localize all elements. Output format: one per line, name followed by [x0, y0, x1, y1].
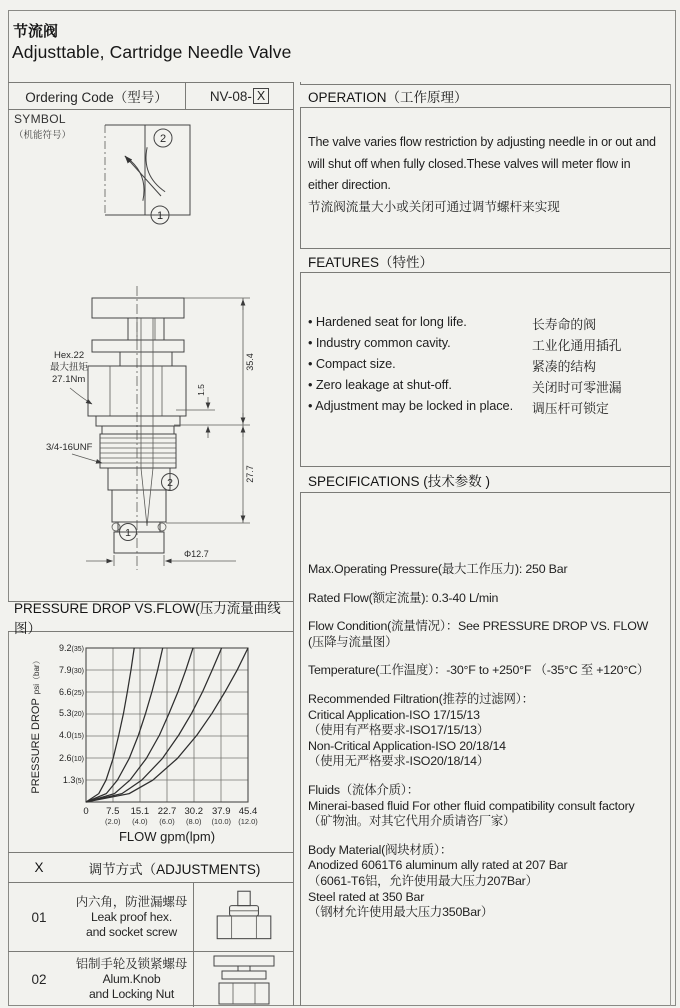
chart-curve-setting-1 [86, 648, 134, 802]
spec-paragraph [308, 591, 668, 607]
spec-line: Fluids（流体介质）： [308, 782, 419, 797]
symbol-port-2-label: 2 [159, 133, 167, 145]
spec-line: (压降与流量图） [308, 634, 398, 649]
spec-line: （使用无严格要求-ISO20/18/14） [308, 754, 490, 769]
page-title-zh: 节流阀 [13, 23, 59, 40]
adjustments-header-x: X [34, 860, 44, 875]
feature-item [308, 377, 666, 398]
adjustment-desc-en: and Locking Nut [88, 987, 175, 1001]
ordering-code-prefix: NV-08- [209, 88, 252, 104]
dim-lower-height: 27.7 [245, 465, 255, 483]
spec-paragraph [308, 663, 668, 679]
operation-header: OPERATION（工作原理） [300, 84, 670, 108]
hex-label-line3: 27.1Nm [52, 374, 86, 385]
page-title-en: Adjusttable, Cartridge Needle Valve [12, 42, 292, 62]
spec-line: Body Material(阀块材质）： [308, 842, 453, 857]
ordering-code-row [8, 82, 293, 110]
adjustment-desc-en: Alum.Knob [102, 972, 161, 986]
spec-paragraph [308, 619, 668, 650]
spec-paragraph [308, 783, 668, 830]
feature-text-en: • Zero leakage at shut-off. [308, 377, 452, 392]
adjustments-table [8, 852, 293, 1006]
chart-y-tick: 2.6(10) [59, 753, 84, 764]
chart-x-tick: 30.2 (8.0) [184, 806, 203, 826]
chart-x-tick: 7.5 (2.0) [105, 806, 121, 826]
feature-text-en: • Adjustment may be locked in place. [308, 398, 514, 413]
dim-upper-height: 35.4 [245, 353, 255, 371]
adjustment-row-01 [8, 883, 293, 952]
drawing-port-2-label: 2 [167, 477, 173, 489]
adjustment-desc-en: Leak proof hex. [90, 909, 172, 924]
adjustment-desc-zh: 铝制手轮及锁紧螺母 [75, 957, 188, 971]
spec-line: （6061-T6铝，允许使用最大压力207Bar） [308, 873, 538, 888]
knurled-knob [92, 298, 184, 318]
hydraulic-symbol-diagram [8, 108, 293, 240]
operation-line: The valve varies flow restriction by adjusting needle in or out and [308, 135, 656, 149]
column-divider [293, 82, 301, 1006]
dim-diameter: Φ12.7 [184, 549, 209, 559]
valve-cross-section-drawing [8, 240, 293, 601]
chart-x-axis-label: FLOW gpm(lpm) [118, 829, 216, 844]
operation-body [308, 132, 670, 218]
spec-line: Critical Application-ISO 17/15/13 [308, 707, 480, 722]
chart-y-axis-label: PRESSURE DROP psi（bar） [30, 656, 42, 794]
spec-line: Temperature(工作温度）：-30°F to +250°F （-35°C 至 +120°C） [308, 663, 650, 678]
operation-line-zh: 节流阀流量大小或关闭可通过调节螺杆来实现 [308, 199, 560, 214]
features-header: FEATURES（特性） [300, 248, 670, 273]
spec-paragraph [308, 562, 668, 578]
adjustment-desc-zh: 内六角，防泄漏螺母 [75, 894, 188, 909]
chart-x-tick: 37.9 (10.0) [211, 806, 232, 826]
feature-text-en: • Industry common cavity. [308, 335, 451, 350]
chart-x-tick: 22.7 (6.0) [157, 806, 177, 826]
spec-line: Steel rated at 350 Bar [308, 889, 425, 904]
adjustment-code: 02 [31, 972, 47, 987]
knurled-locknut [92, 340, 184, 352]
pressure-drop-flow-chart [8, 633, 293, 851]
chart-x-tick: 45.4 (12.0) [238, 806, 258, 826]
spec-line: （矿物油。对其它代用介质请咨厂家） [308, 814, 516, 829]
adjustments-header-row [8, 853, 293, 883]
dim-gap: 1.5 [196, 384, 206, 396]
spec-line: （使用有严格要求-ISO17/15/13） [308, 723, 490, 738]
operation-line: either direction. [308, 178, 391, 192]
adjustment-code: 01 [31, 909, 47, 925]
right-column-border [670, 84, 671, 1006]
symbol-port-1-label: 1 [156, 210, 164, 222]
feature-text-zh: 紧凑的结构 [532, 359, 596, 374]
feature-text-zh: 工业化通用插孔 [532, 338, 622, 353]
feature-text-zh: 长寿命的阀 [532, 317, 596, 332]
adjustments-header-label: 调节方式（ADJUSTMENTS) [88, 861, 261, 877]
specifications-header: SPECIFICATIONS (技术参数 ) [300, 466, 670, 493]
spec-line: Recommended Filtration(推荐的过滤网）： [308, 691, 534, 706]
feature-item [308, 398, 666, 419]
chart-y-tick: 7.9(30) [59, 664, 84, 675]
hex-label-line2: 最大扭矩 [50, 362, 89, 373]
knob-icon [193, 952, 293, 1007]
chart-y-tick: 5.3(20) [59, 708, 84, 719]
spec-paragraph [308, 843, 668, 921]
chart-curve-setting-3 [86, 648, 193, 802]
thread-label: 3/4-16UNF [46, 442, 93, 453]
spec-line: Rated Flow(额定流量): 0.3-40 L/min [308, 590, 499, 605]
spec-line: Flow Condition(流量情况）：See PRESSURE DROP VS. FLOW [308, 619, 649, 634]
socket-screw-icon [193, 883, 293, 951]
operation-line: will shut off when fully closed.These valves will meter flow in [308, 156, 631, 171]
feature-item [308, 356, 666, 377]
spec-line: Max.Operating Pressure(最大工作压力): 250 Bar [308, 562, 568, 576]
feature-text-zh: 调压杆可锁定 [532, 401, 609, 416]
feature-text-zh: 关闭时可零泄漏 [532, 380, 622, 395]
drawing-port-1-label: 1 [125, 527, 131, 539]
feature-text-en: • Compact size. [308, 356, 396, 371]
chart-y-tick: 9.2(35) [59, 643, 84, 653]
ordering-code-label: Ordering Code（型号） [8, 83, 186, 109]
chart-curve-setting-2 [86, 648, 163, 802]
chart-y-tick: 6.6(25) [59, 686, 84, 697]
feature-item [308, 314, 666, 335]
valve-tip [114, 532, 164, 553]
ordering-code-value [186, 83, 293, 109]
spec-paragraph [308, 692, 668, 770]
adjustment-description [70, 952, 193, 1007]
spec-line: （钢材允许使用最大压力350Bar） [308, 905, 494, 920]
spec-line: Non-Critical Application-ISO 20/18/14 [308, 738, 506, 753]
adjustment-description [70, 883, 193, 951]
chart-y-tick: 1.3(5) [62, 775, 84, 786]
chart-x-tick: 15.1 (4.0) [130, 806, 150, 826]
chart-x-tick: 0 [83, 806, 89, 817]
chart-y-tick: 4.0(15) [59, 730, 84, 741]
adjustment-row-02 [8, 952, 293, 1007]
features-list [308, 314, 666, 419]
hex-label-line1: Hex.22 [54, 350, 85, 361]
ordering-code-x-box: X [253, 88, 269, 104]
symbol-label: SYMBOL [14, 112, 66, 126]
spec-line: Anodized 6061T6 aluminum ally rated at 207 Bar [308, 858, 568, 873]
feature-item [308, 335, 666, 356]
spec-line: Minerai-based fluid For other fluid compatibility consult factory [308, 798, 635, 813]
symbol-label-zh: （机能符号） [14, 130, 72, 141]
feature-text-en: • Hardened seat for long life. [308, 314, 467, 329]
chart-header: PRESSURE DROP VS.FLOW(压力流量曲线图） [8, 601, 293, 632]
specifications-body [308, 562, 668, 934]
adjustment-desc-en: and socket screw [86, 924, 177, 939]
